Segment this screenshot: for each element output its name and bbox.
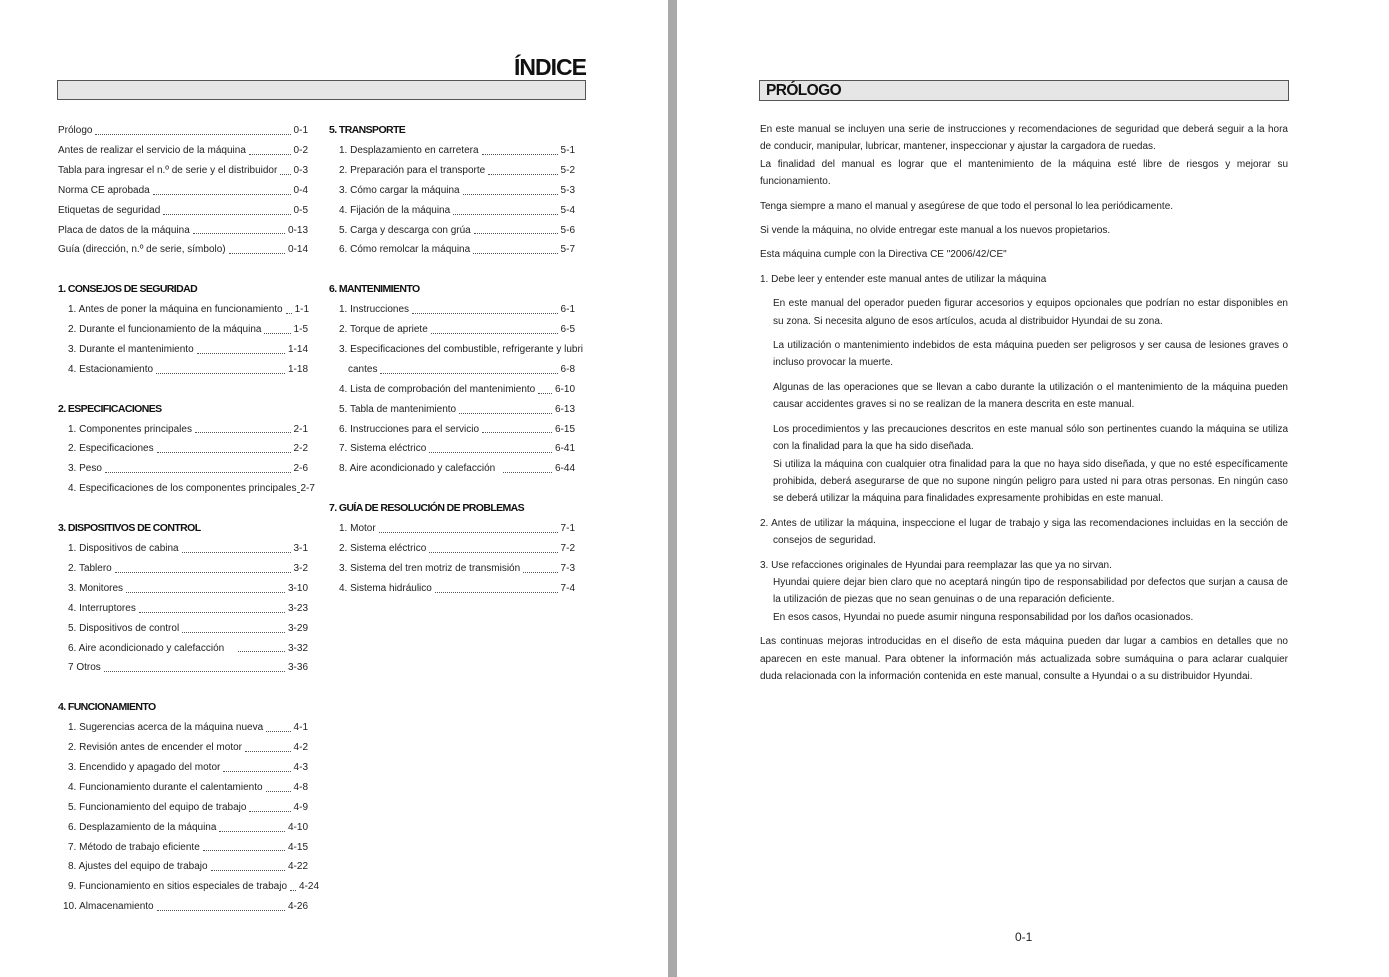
toc-entry[interactable]: Placa de datos de la máquina 0-13 (58, 224, 308, 236)
toc-entry[interactable]: 3. Monitores 3-10 (68, 582, 308, 594)
paragraph: Si utiliza la máquina con cualquier otra finalidad para la que no haya sido diseñada, y que no esté específicamente prohibida, deberá asegurarse de que no supone ningún peligro para usted ni para otras personas. En ningún caso se deberá utilizar la máquina para finalidades expresamente prohibidas en este manual. (773, 458, 1288, 505)
toc-entry[interactable]: 2. Sistema eléctrico 7-2 (339, 543, 575, 554)
toc-entry[interactable]: 8. Ajustes del equipo de trabajo 4-22 (68, 861, 308, 873)
paragraph: En esos casos, Hyundai no puede asumir ninguna responsabilidad por los daños ocasionados. (773, 611, 1194, 623)
toc-entry[interactable]: Prólogo 0-1 (58, 125, 308, 136)
paragraph: La finalidad del manual es lograr que el mantenimiento de la máquina esté libre de riesgos y mejorar su funcionamiento. (760, 158, 1288, 188)
toc-entry[interactable]: 7. Método de trabajo eficiente 4-15 (68, 841, 308, 853)
toc-entry[interactable]: Antes de realizar el servicio de la máquina 0-2 (58, 144, 308, 156)
section-heading[interactable]: 3. DISPOSITIVOS DE CONTROL (58, 522, 201, 535)
toc-entry[interactable]: 4. Interruptores 3-23 (68, 602, 308, 614)
section-heading[interactable]: 6. MANTENIMIENTO (329, 283, 420, 296)
toc-entry[interactable]: 6. Desplazamiento de la máquina 4-10 (68, 821, 308, 833)
numbered-item: 3. Use refacciones originales de Hyundai para reemplazar las que ya no sirvan. (760, 559, 1112, 571)
toc-entry[interactable]: 4. Especificaciones de los componentes principales 2-7 (68, 483, 315, 495)
toc-entry[interactable]: 1. Motor 7-1 (339, 523, 575, 535)
toc-entry[interactable]: 7 Otros 3-36 (68, 662, 308, 674)
numbered-item: 1. Debe leer y entender este manual antes de utilizar la máquina (760, 273, 1047, 285)
toc-entry[interactable]: 6. Cómo remolcar la máquina 5-7 (339, 244, 575, 256)
toc-entry[interactable]: 5. Carga y descarga con grúa 5-6 (339, 224, 575, 236)
toc-entry[interactable]: 3. Sistema del tren motriz de transmisión 7-3 (339, 562, 575, 574)
toc-entry[interactable]: 1. Antes de poner la máquina en funcionamiento 1-1 (68, 304, 310, 316)
section-heading[interactable]: 1. CONSEJOS DE SEGURIDAD (58, 283, 198, 296)
paragraph: Si vende la máquina, no olvide entregar este manual a los nuevos propietarios. (760, 225, 1111, 237)
toc-entry[interactable]: 6. Aire acondicionado y calefacción 3-32 (68, 642, 308, 654)
paragraph: Algunas de las operaciones que se llevan a cabo durante la utilización o el mantenimiento de la máquina pueden causar accidentes graves si no se realizan de la manera descrita en este manual. (773, 381, 1288, 411)
toc-entry[interactable]: 9. Funcionamiento en sitios especiales de trabajo 4-24 (68, 881, 320, 893)
section-heading[interactable]: 5. TRANSPORTE (329, 124, 406, 136)
toc-entry[interactable]: 5. Tabla de mantenimiento 6-13 (339, 403, 575, 415)
toc-entry[interactable]: 4. Funcionamiento durante el calentamiento 4-8 (68, 781, 308, 793)
toc-column-left (58, 121, 320, 917)
index-title: ÍNDICE (514, 54, 586, 80)
paragraph: En este manual del operador pueden figurar accesorios y equipos opcionales que podrían no estar disponibles en su zona. Si necesita alguno de esos artículos, acuda al distribuidor Hyundai de su zona. (773, 298, 1288, 327)
toc-entry[interactable]: Norma CE aprobada 0-4 (58, 184, 308, 196)
toc-entry[interactable]: 1. Desplazamiento en carretera 5-1 (339, 144, 575, 156)
prologo-page (677, 0, 1389, 977)
paragraph: Esta máquina cumple con la Directiva CE "2006/42/CE" (760, 249, 1007, 261)
numbered-item: 2. Antes de utilizar la máquina, inspeccione el lugar de trabajo y siga las recomendaciones incluidas en la sección de consejos de seguridad. (760, 517, 1288, 547)
toc-entry[interactable]: 1. Dispositivos de cabina 3-1 (68, 542, 308, 554)
toc-entry[interactable]: 2. Torque de apriete 6-5 (339, 324, 575, 336)
paragraph: Las continuas mejoras introducidas en el diseño de esta máquina pueden dar lugar a cambios en detalles que no aparecen en este manual. Para obtener la información más actualizada sobre sumáquina o para aclarar cualquier duda relacionada con la información contenida en este manual, consulte a Hyundai o a su distribuidor Hyundai. (760, 636, 1288, 682)
prologo-body (760, 121, 1288, 685)
toc-entry[interactable]: 2. Especificaciones 2-2 (68, 443, 308, 455)
toc-entry[interactable]: Tabla para ingresar el n.º de serie y el distribuidor 0-3 (58, 164, 308, 176)
toc-entry[interactable]: Guía (dirección, n.º de serie, símbolo) 0-14 (58, 244, 308, 256)
toc-entry[interactable]: 3. Durante el mantenimiento 1-14 (68, 343, 308, 355)
toc-entry[interactable]: 4. Sistema hidráulico 7-4 (339, 582, 575, 594)
toc-entry[interactable]: 3. Especificaciones del combustible, refrigerante y lubri (339, 343, 584, 355)
toc-entry[interactable]: 2. Durante el funcionamiento de la máquina 1-5 (68, 324, 308, 336)
index-page (0, 0, 668, 977)
toc-entry[interactable]: 3. Encendido y apagado del motor 4-3 (68, 761, 308, 773)
paragraph: La utilización o mantenimiento indebidos de esta máquina pueden ser peligrosos y ser causa de lesiones graves o incluso provocar la muerte. (773, 340, 1288, 369)
toc-entry[interactable]: 3. Cómo cargar la máquina 5-3 (339, 184, 575, 196)
toc-entry[interactable]: 4. Estacionamiento 1-18 (68, 363, 308, 375)
paragraph: Tenga siempre a mano el manual y asegúrese de que todo el personal lo lea periódicamente. (760, 200, 1174, 212)
toc-column-right (329, 121, 584, 599)
toc-entry[interactable]: 1. Componentes principales 2-1 (68, 423, 308, 435)
toc-entry[interactable]: 2. Revisión antes de encender el motor 4-2 (68, 742, 308, 754)
toc-entry[interactable]: 8. Aire acondicionado y calefacción 6-44 (339, 463, 575, 475)
toc-entry[interactable]: 10. Almacenamiento 4-26 (63, 901, 308, 913)
section-heading[interactable]: 2. ESPECIFICACIONES (58, 402, 162, 415)
toc-entry[interactable]: 3. Peso 2-6 (68, 463, 308, 475)
section-heading[interactable]: 4. FUNCIONAMIENTO (58, 701, 156, 714)
toc-entry[interactable]: 2. Preparación para el transporte 5-2 (339, 164, 575, 176)
page-number: 0-1 (1015, 930, 1033, 944)
paragraph: Los procedimientos y las precauciones descritos en este manual sólo son pertinentes cuando la máquina se utiliza con la finalidad para la que ha sido diseñada. (773, 423, 1288, 453)
toc-entry[interactable]: 2. Tablero 3-2 (68, 562, 308, 574)
toc-entry[interactable]: 1. Instrucciones 6-1 (339, 304, 575, 316)
index-title-bar (57, 80, 586, 100)
toc-entry[interactable]: 4. Lista de comprobación del mantenimiento 6-10 (339, 383, 575, 395)
toc-entry[interactable]: 6. Instrucciones para el servicio 6-15 (339, 423, 575, 435)
page-spine-divider (668, 0, 677, 977)
paragraph: En este manual se incluyen una serie de instrucciones y recomendaciones de seguridad que deberá seguir a la hora de conducir, manipular, lubricar, mantener, inspeccionar y ajustar la cargadora de ruedas. (760, 124, 1288, 153)
paragraph: Hyundai quiere dejar bien claro que no aceptará ningún tipo de responsabilidad por defectos que surjan a causa de la utilización de piezas que no sean genuinas o de una reparación deficiente. (773, 576, 1288, 606)
toc-entry[interactable]: 1. Sugerencias acerca de la máquina nueva 4-1 (68, 722, 308, 734)
prologo-title-bar (759, 80, 1289, 101)
toc-entry[interactable]: 4. Fijación de la máquina 5-4 (339, 204, 575, 216)
section-heading[interactable]: 7. GUÍA DE RESOLUCIÓN DE PROBLEMAS (329, 502, 525, 515)
prologo-title: PRÓLOGO (766, 82, 842, 99)
toc-entry[interactable]: cantes 6-8 (348, 363, 575, 375)
toc-entry[interactable]: 5. Funcionamiento del equipo de trabajo 4-9 (68, 801, 308, 813)
toc-entry[interactable]: Etiquetas de seguridad 0-5 (58, 204, 308, 216)
toc-entry[interactable]: 5. Dispositivos de control 3-29 (68, 622, 308, 634)
toc-entry[interactable]: 7. Sistema eléctrico 6-41 (339, 443, 575, 455)
